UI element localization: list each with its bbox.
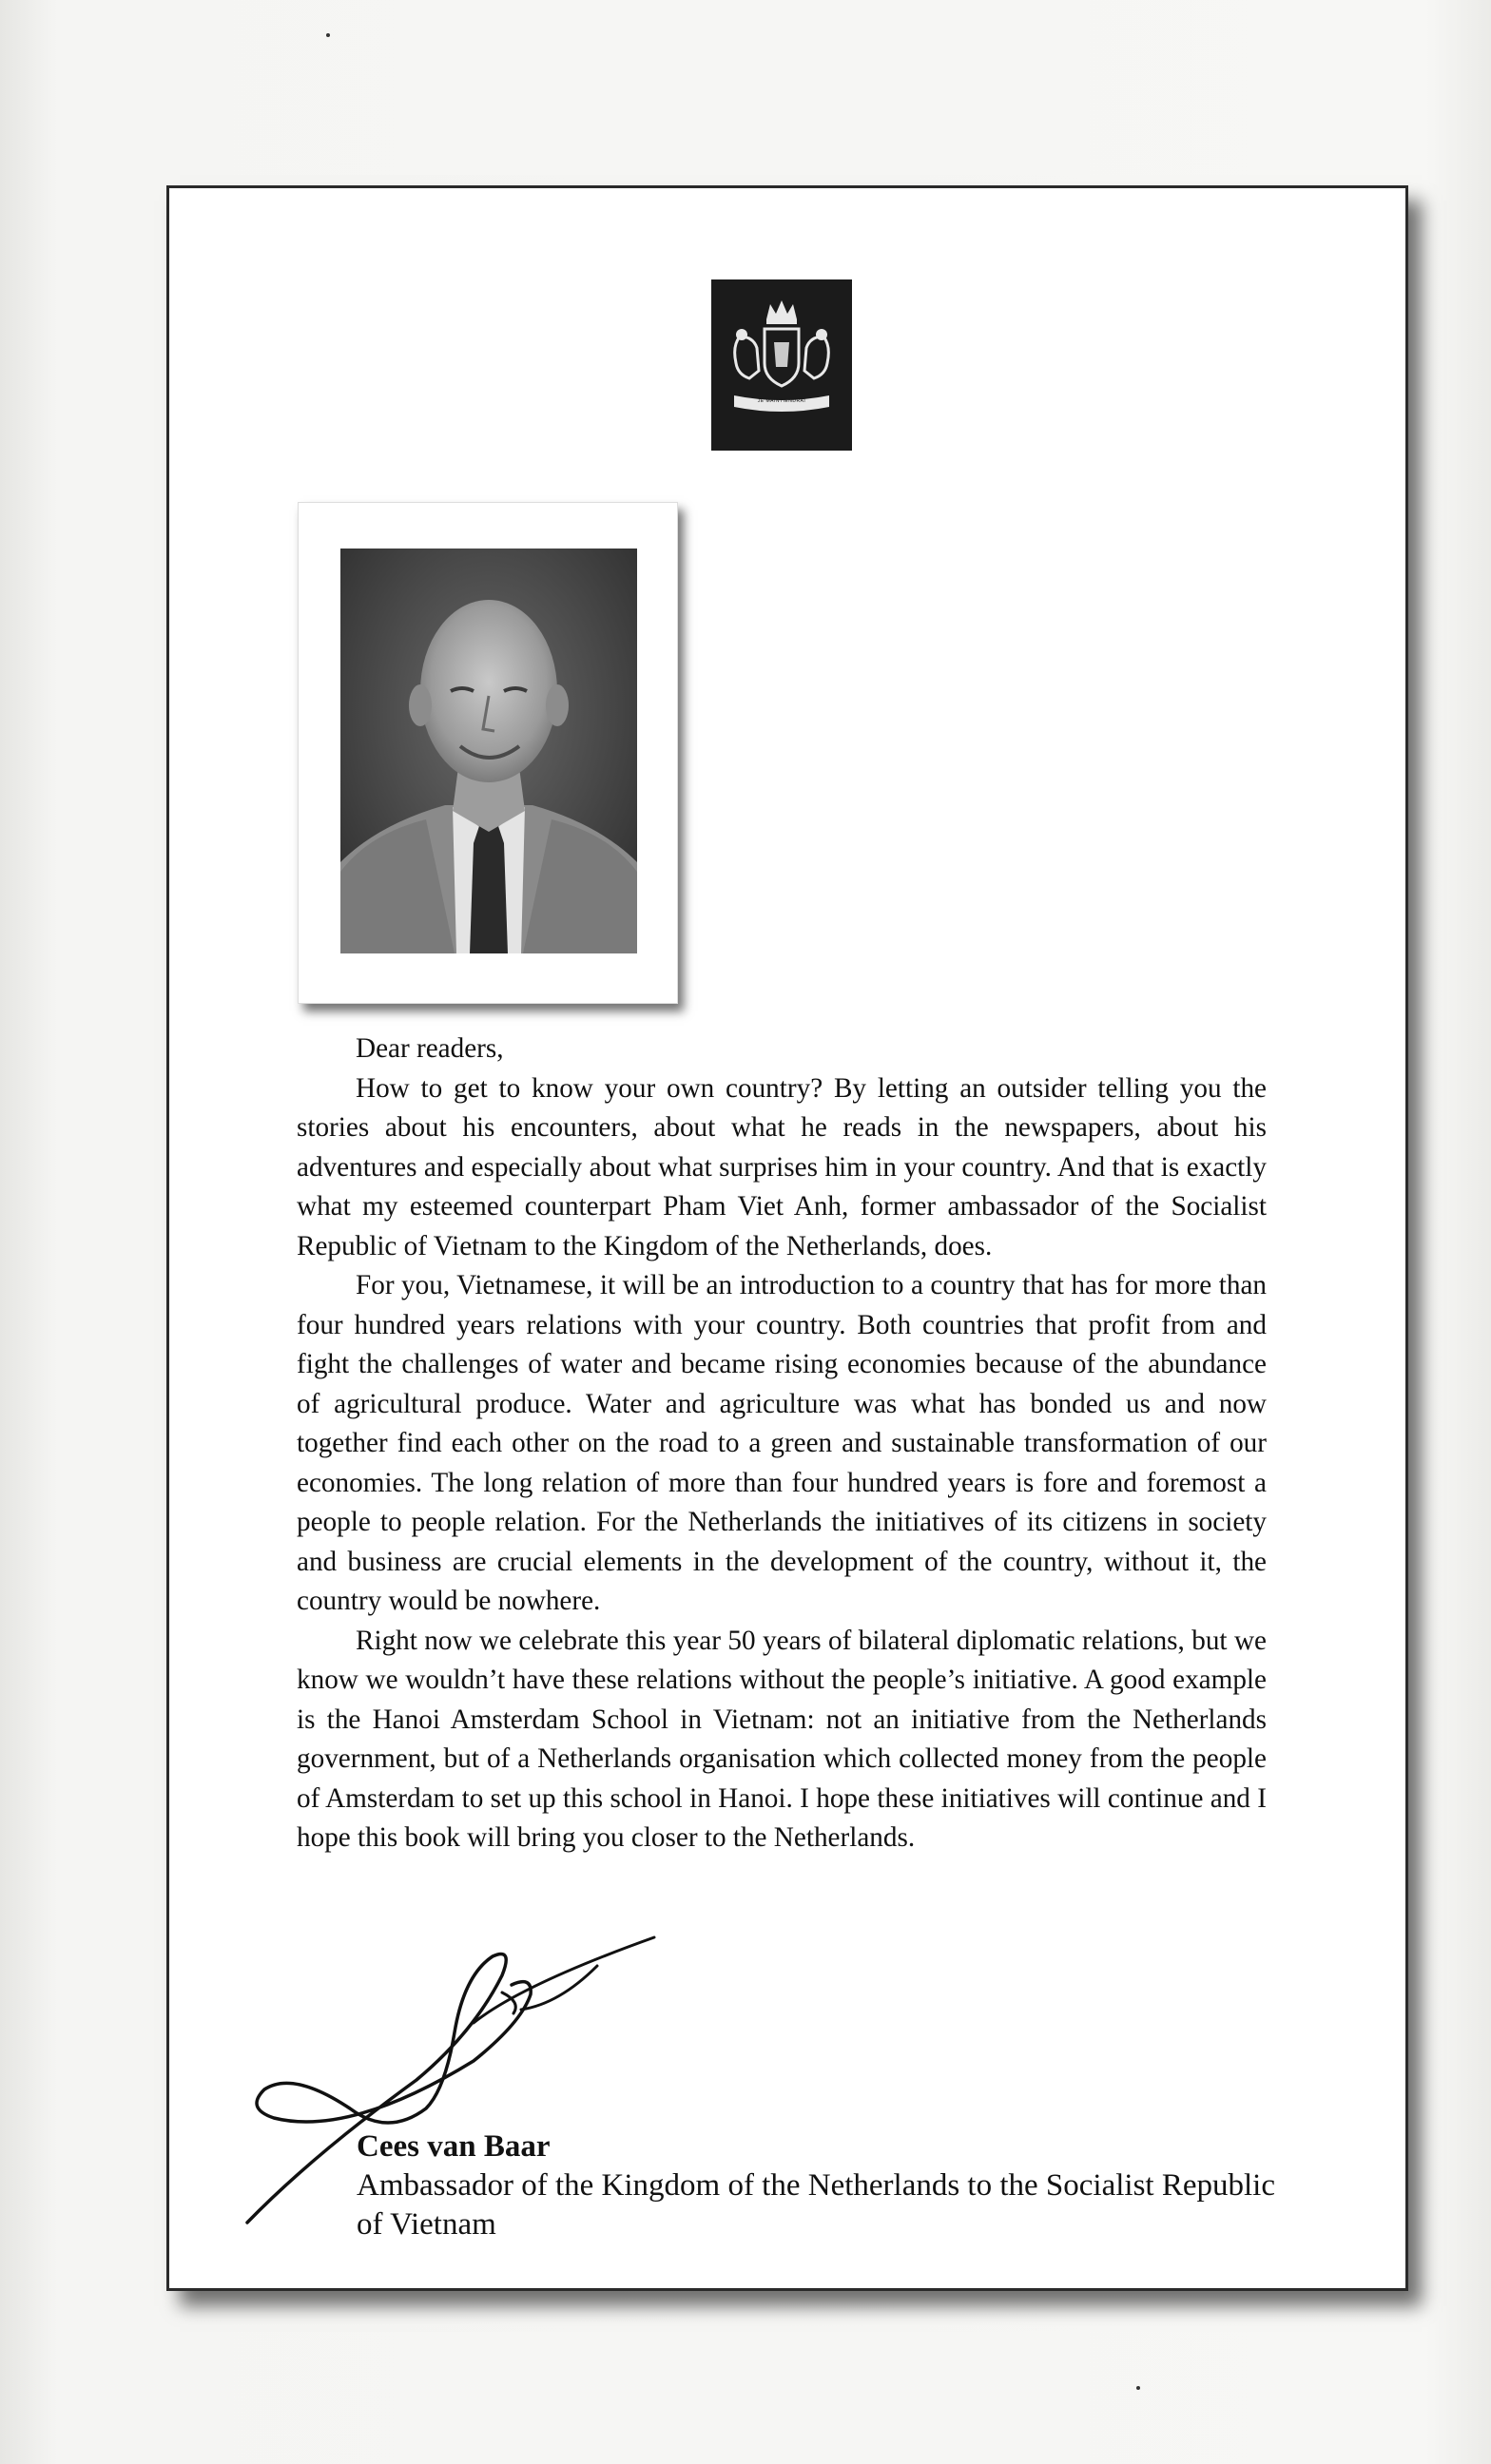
letter-salutation: Dear readers, [356,1033,504,1064]
foreword-card [166,185,1408,2291]
signoff-block [357,2127,1307,2244]
photo-frame [298,502,678,1004]
signer-name: Cees van Baar [357,2129,551,2164]
signer-title: Ambassador of the Kingdom of the Netherlands to the Socialist Republic of Vietnam [357,2168,1275,2242]
dust-speck [326,33,330,37]
letter-paragraph: How to get to know your own country? By letting an outsider telling you the stories about his encounters, about what he reads in the newspapers, about his adventures and especially about what surprises him in your country. And that is exactly what my esteemed counterpart Pham Viet Anh, former ambassador of the Socialist Republic of Vietnam to the Kingdom of the Netherlands, does. [297,1072,1267,1261]
netherlands-coat-of-arms-icon [711,279,852,451]
ambassador-portrait [340,549,637,953]
letter-paragraph: Right now we celebrate this year 50 years of bilateral diplomatic relations, but we know we wouldn’t have these relations without the people’s initiative. A good example is the Hanoi Amsterdam School in Vietnam: not an initiative from the Netherlands government, but of a Netherlands organisation which collected money from the people of Amsterdam to set up this school in Hanoi. I hope these initiatives will continue and I hope this book will bring you closer to the Netherlands. [297,1625,1267,1853]
foreword-letter [297,1030,1267,1858]
letter-paragraph: For you, Vietnamese, it will be an introduction to a country that has for more than four hundred years relations with your country. Both countries that profit from and fight the challenges of water and became rising economies because of the abundance of agricultural produce. Water and agriculture was what has bonded us and now together find each other on the road to a green and sustainable transformation of our economies. The long relation of more than four hundred years is fore and foremost a people to people relation. For the Netherlands the initiatives of its citizens in society and business are crucial elements in the development of the country, without it, the country would be nowhere. [297,1270,1267,1616]
crest-motto: JE MAINTIENDRAI [757,398,806,404]
dust-speck [1136,2386,1140,2390]
